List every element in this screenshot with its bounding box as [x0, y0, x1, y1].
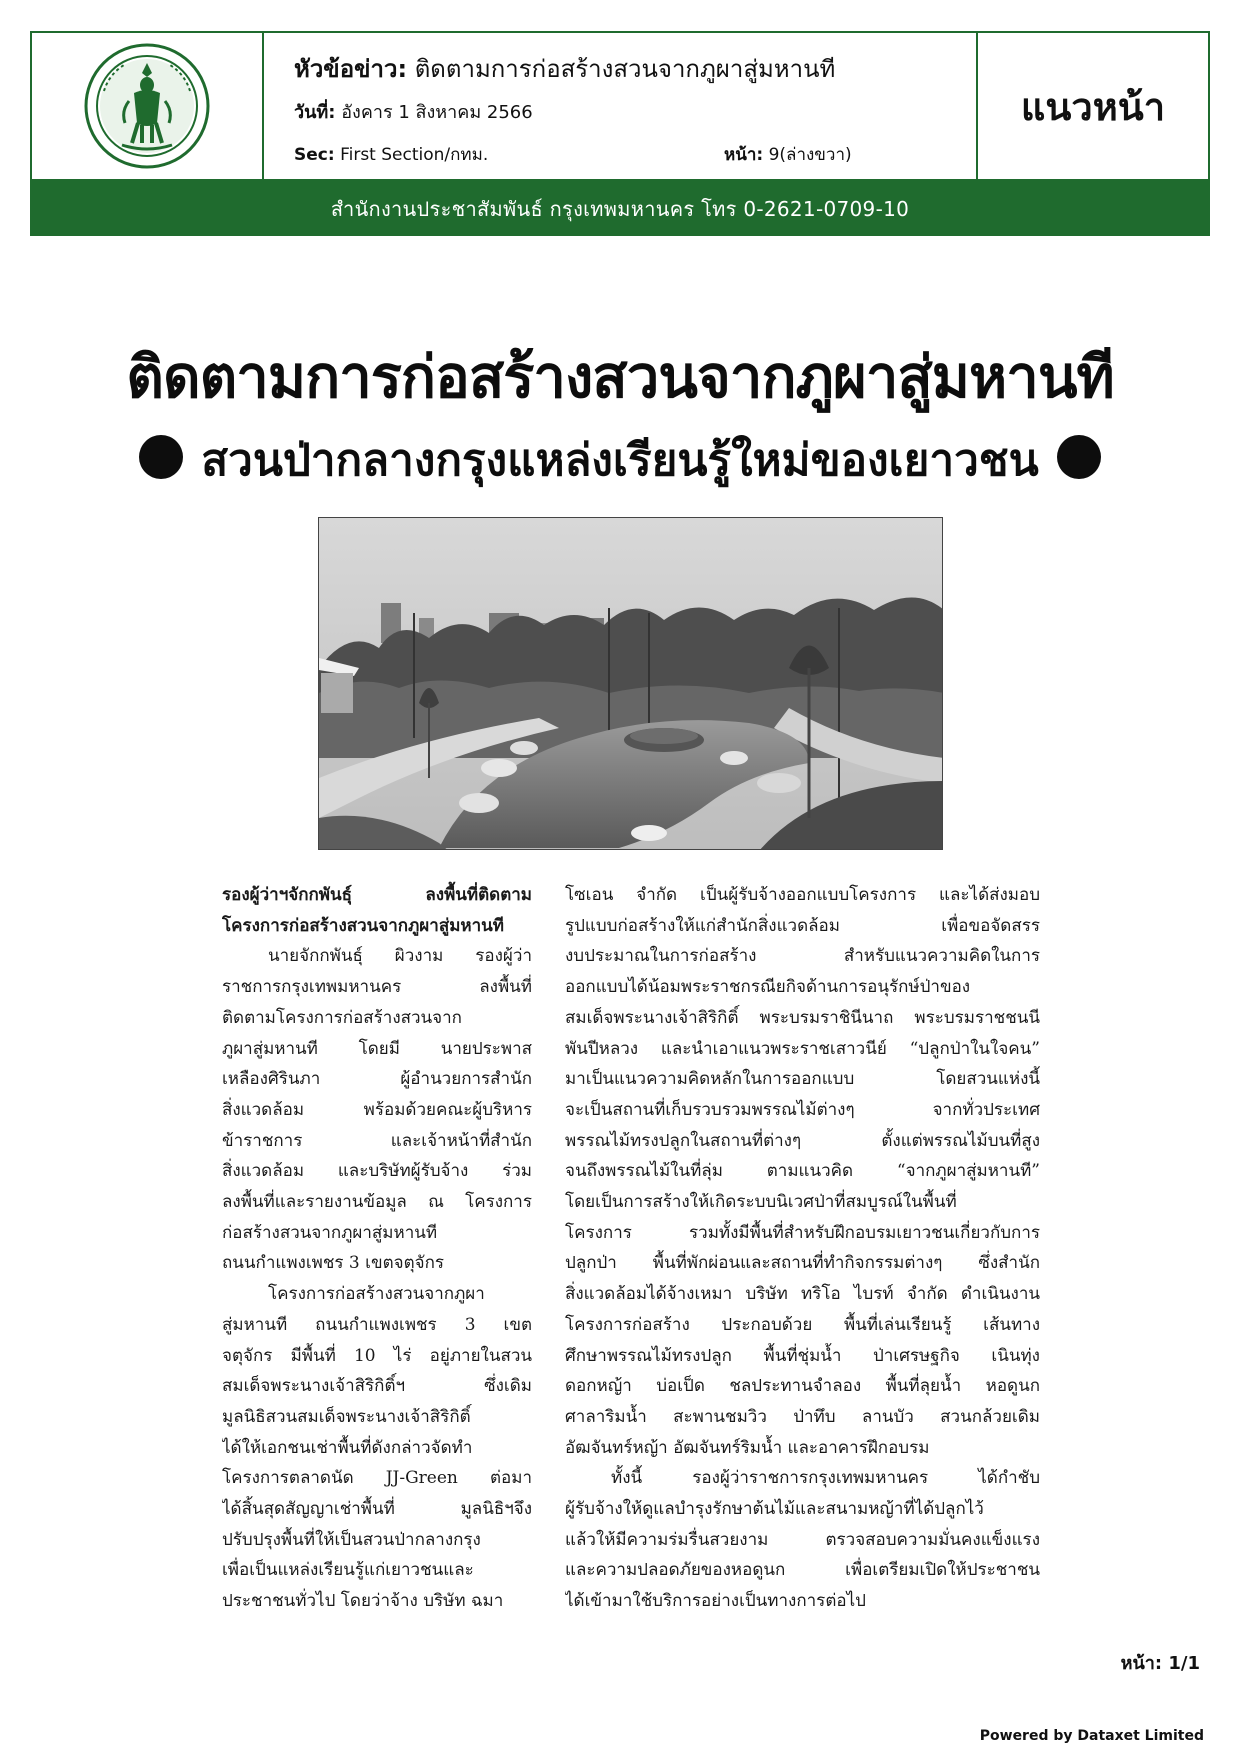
article-line: ราชการกรุงเทพมหานคร ลงพื้นที่	[222, 977, 532, 998]
article-line: ดอกหญ้า บ่อเป็ด ชลประทานจำลอง พื้นที่ลุยน้ำ หอดูนก	[565, 1376, 1040, 1397]
article-line: ได้เข้ามาใช้บริการอย่างเป็นทางการต่อไป	[565, 1591, 866, 1612]
article-line: สิ่งแวดล้อม และบริษัทผู้รับจ้าง ร่วม	[222, 1161, 532, 1182]
section-row	[294, 141, 488, 168]
article-line: สมเด็จพระนางเจ้าสิริกิติ์ พระบรมราชินีนาถ พระบรมราชชนนี	[565, 1007, 1040, 1028]
page-ref-value: 9(ล่างขวา)	[768, 145, 852, 165]
page-counter-label: หน้า:	[1120, 1653, 1163, 1674]
article-line: ปรับปรุงพื้นที่ให้เป็นสวนป่ากลางกรุง	[222, 1529, 481, 1550]
article-subheadline: สวนป่ากลางกรุงแหล่งเรียนรู้ใหม่ของเยาวชน	[201, 435, 1039, 486]
date-value: อังคาร 1 สิงหาคม 2566	[341, 102, 533, 123]
article-line: ปลูกป่า พื้นที่พักผ่อนและสถานที่ทำกิจกรรมต่างๆ ซึ่งสำนัก	[565, 1253, 1040, 1274]
article-line: มาเป็นแนวความคิดหลักในการออกแบบ โดยสวนแห่งนี้	[565, 1069, 1040, 1090]
bangkok-city-seal-icon	[82, 41, 212, 171]
article-line: และความปลอดภัยของหอดูนก เพื่อเตรียมเปิดให้ประชาชน	[565, 1560, 1040, 1581]
article-line: โซเอน จำกัด เป็นผู้รับจ้างออกแบบโครงการ และได้ส่งมอบ	[565, 885, 1040, 905]
article-line: สู่มหานที ถนนกำแพงเพชร 3 เขต	[222, 1314, 532, 1335]
clipping-meta	[264, 33, 978, 179]
bullet-icon	[1057, 435, 1101, 479]
article-line: ลงพื้นที่และรายงานข้อมูล ณ โครงการ	[222, 1192, 532, 1213]
date-label: วันที่:	[294, 102, 336, 123]
date-row	[294, 97, 533, 126]
article-line: ศาลาริมน้ำ สะพานชมวิว ป่าทึบ ลานบัว สวนกล้วยเดิม	[565, 1406, 1040, 1427]
topic-row	[294, 49, 835, 88]
powered-by: Powered by Dataxet Limited	[979, 1728, 1204, 1744]
article-line: พรรณไม้ทรงปลูกในสถานที่ต่างๆ ตั้งแต่พรรณไม้บนที่สูง	[565, 1130, 1040, 1151]
article-photo	[318, 517, 943, 850]
bullet-icon	[139, 435, 183, 479]
logo-cell	[32, 33, 264, 179]
article-line: สมเด็จพระนางเจ้าสิริกิติ์ฯ ซึ่งเดิม	[222, 1376, 532, 1397]
topic-value: ติดตามการก่อสร้างสวนจากภูผาสู่มหานที	[414, 55, 836, 83]
article-line: เพื่อเป็นแหล่งเรียนรู้แก่เยาวชนและ	[222, 1560, 474, 1581]
article-line: สิ่งแวดล้อมได้จ้างเหมา บริษัท ทริโอ ไบรท์ จำกัด ดำเนินงาน	[565, 1284, 1040, 1305]
article-line: ผู้รับจ้างให้ดูแลบำรุงรักษาต้นไม้และสนามหญ้าที่ได้ปลูกไว้	[565, 1499, 984, 1520]
park-pond-photo	[319, 518, 943, 850]
article-line: อัฒจันทร์หญ้า อัฒจันทร์ริมน้ำ และอาคารฝึกอบรม	[565, 1437, 930, 1458]
page-counter	[1121, 1648, 1200, 1677]
page-ref-row	[724, 141, 852, 168]
article-line: รองผู้ว่าฯจักกพันธุ์ ลงพื้นที่ติดตาม	[222, 885, 532, 905]
article-line: ภูผาสู่มหานที โดยมี นายประพาส	[222, 1038, 532, 1059]
article-line: จตุจักร มีพื้นที่ 10 ไร่ อยู่ภายในสวน	[222, 1345, 532, 1366]
article-line: สิ่งแวดล้อม พร้อมด้วยคณะผู้บริหาร	[222, 1099, 532, 1120]
office-contact-bar: สำนักงานประชาสัมพันธ์ กรุงเทพมหานคร โทร 0-2621-0709-10	[30, 181, 1210, 236]
article-left-column	[222, 880, 532, 1617]
clipping-header	[30, 31, 1210, 181]
article-line: โครงการก่อสร้างสวนจากภูผา	[268, 1284, 485, 1305]
article-right-column	[565, 880, 1040, 1617]
article-line: โดยเป็นการสร้างให้เกิดระบบนิเวศป่าที่สมบูรณ์ในพื้นที่	[565, 1192, 957, 1213]
article-headline: ติดตามการก่อสร้างสวนจากภูผาสู่มหานที	[126, 343, 1114, 411]
article-line: ได้สิ้นสุดสัญญาเช่าพื้นที่ มูลนิธิฯจึง	[222, 1499, 532, 1520]
article-line: แล้วให้มีความร่มรื่นสวยงาม ตรวจสอบความมั่นคงแข็งแรง	[565, 1529, 1040, 1550]
article-line: ติดตามโครงการก่อสร้างสวนจาก	[222, 1007, 462, 1028]
article-line: โครงการ รวมทั้งมีพื้นที่สำหรับฝึกอบรมเยาวชนเกี่ยวกับการ	[565, 1222, 1040, 1243]
article-line: โครงการก่อสร้างสวนจากภูผาสู่มหานที	[222, 915, 504, 936]
article-line: พันปีหลวง และนำเอาแนวพระราชเสาวนีย์ “ปลูกป่าในใจคน”	[565, 1038, 1040, 1059]
article-line: ก่อสร้างสวนจากภูผาสู่มหานที	[222, 1222, 438, 1243]
section-label: Sec:	[294, 145, 335, 165]
article-line: งบประมาณในการก่อสร้าง สำหรับแนวความคิดในการ	[565, 946, 1040, 967]
section-value: First Section/กทม.	[340, 145, 489, 165]
article-line: ออกแบบได้น้อมพระราชกรณียกิจด้านการอนุรักษ์ป่าของ	[565, 977, 971, 998]
article-line: ประชาชนทั่วไป โดยว่าจ้าง บริษัท ฉมา	[222, 1591, 504, 1612]
article-line: ทั้งนี้ รองผู้ว่าราชการกรุงเทพมหานคร ได้กำชับ	[611, 1468, 1040, 1489]
article-line: ข้าราชการ และเจ้าหน้าที่สำนัก	[222, 1130, 532, 1151]
article-line: ถนนกำแพงเพชร 3 เขตจตุจักร	[222, 1253, 445, 1274]
article-line: นายจักกพันธุ์ ผิวงาม รองผู้ว่า	[268, 946, 532, 967]
article-line: เหลืองศิรินภา ผู้อำนวยการสำนัก	[222, 1069, 532, 1090]
article-line: รูปแบบก่อสร้างให้แก่สำนักสิ่งแวดล้อม เพื่อขอจัดสรร	[565, 915, 1040, 936]
article-line: จะเป็นสถานที่เก็บรวบรวมพรรณไม้ต่างๆ จากทั่วประเทศ	[565, 1099, 1040, 1120]
page-counter-value: 1/1	[1168, 1653, 1200, 1674]
article-line: ศึกษาพรรณไม้ทรงปลูก พื้นที่ชุ่มน้ำ ป่าเศรษฐกิจ เนินทุ่ง	[565, 1345, 1040, 1366]
article-line: มูลนิธิสวนสมเด็จพระนางเจ้าสิริกิติ์	[222, 1406, 471, 1427]
page-ref-label: หน้า:	[724, 145, 764, 165]
article-line: โครงการก่อสร้าง ประกอบด้วย พื้นที่เล่นเรียนรู้ เส้นทาง	[565, 1314, 1040, 1335]
article-subheadline-row	[0, 425, 1240, 495]
article-line: โครงการตลาดนัด JJ-Green ต่อมา	[222, 1468, 532, 1489]
article-line: จนถึงพรรณไม้ในที่ลุ่ม ตามแนวคิด “จากภูผาสู่มหานที”	[565, 1161, 1040, 1182]
topic-label: หัวข้อข่าว:	[294, 55, 408, 83]
article-line: ได้ให้เอกชนเช่าพื้นที่ดังกล่าวจัดทำ	[222, 1437, 473, 1458]
publication-name: แนวหน้า	[1020, 84, 1166, 129]
